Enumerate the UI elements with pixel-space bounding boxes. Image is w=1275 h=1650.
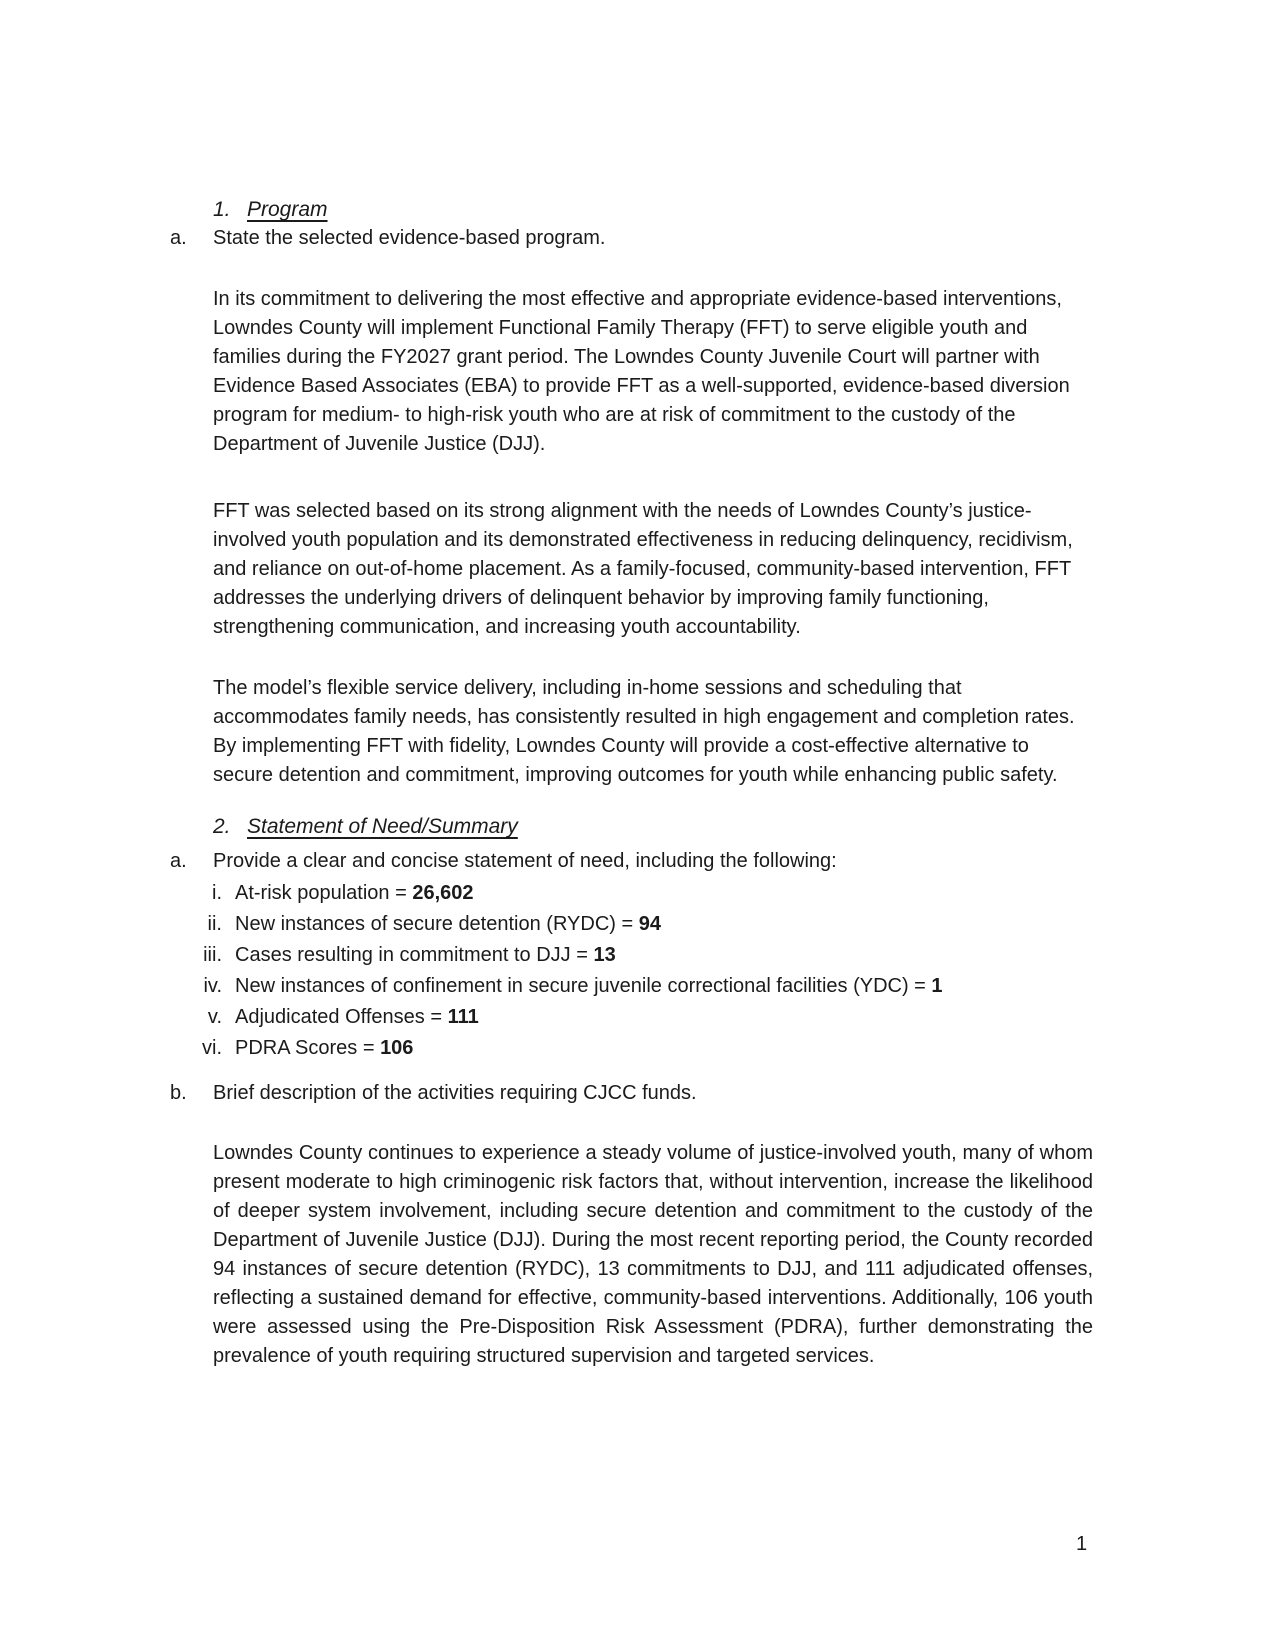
stat-adjudicated-offenses bbox=[170, 1002, 1105, 1033]
stat-label-text: New instances of confinement in secure juvenile correctional facilities (YDC) = bbox=[235, 975, 932, 997]
stat-numeral: i. bbox=[212, 882, 222, 904]
stat-secure-detention bbox=[170, 909, 1105, 940]
stat-commitment-djj bbox=[170, 940, 1105, 971]
stat-label-text: At-risk population = bbox=[235, 882, 413, 904]
section-2-item-b bbox=[170, 1079, 1105, 1108]
page-number: 1 bbox=[1076, 1533, 1088, 1555]
stat-numeral: iii. bbox=[203, 944, 222, 966]
section-2-title: Statement of Need/Summary bbox=[247, 815, 518, 838]
stat-numeral: vi. bbox=[202, 1037, 222, 1059]
stat-confinement-ydc bbox=[170, 971, 1105, 1002]
stat-value: 1 bbox=[931, 975, 943, 997]
section-2-item-a-label: a. bbox=[170, 850, 187, 872]
section-2-item-a-text: Provide a clear and concise statement of need, including the following: bbox=[213, 850, 837, 872]
stat-value: 94 bbox=[638, 913, 661, 935]
stat-label-text: PDRA Scores = bbox=[235, 1037, 381, 1059]
stat-at-risk-population bbox=[170, 878, 1105, 909]
stat-value: 106 bbox=[380, 1037, 414, 1059]
section-2-item-b-label: b. bbox=[170, 1082, 187, 1104]
stat-numeral: ii. bbox=[207, 913, 222, 935]
section-1-item-a-label: a. bbox=[170, 227, 187, 249]
section-1-paragraph-1: In its commitment to delivering the most effective and appropriate evidence-based interventions, Lowndes County will implement Functional Family Therapy (FFT) to serve eligible youth and families during the FY2027 grant period. The Lowndes County Juvenile Court will partner with Evidence Based Associates (EBA) to provide FFT as a well-supported, evidence-based diversion program for medium- to high-risk youth who are at risk of commitment to the custody of the Department of Juvenile Justice (DJJ). bbox=[213, 288, 1070, 455]
stat-numeral: iv. bbox=[203, 975, 222, 997]
section-1-item-a-text: State the selected evidence-based program. bbox=[213, 227, 606, 249]
stat-label-text: Adjudicated Offenses = bbox=[235, 1006, 448, 1028]
need-statistics-list bbox=[170, 878, 1105, 1064]
stat-label bbox=[235, 1033, 413, 1064]
stat-value: 111 bbox=[447, 1006, 479, 1028]
document-content bbox=[170, 195, 1105, 1371]
section-1-paragraph-2: FFT was selected based on its strong alignment with the needs of Lowndes County’s justice-involved youth population and its demonstrated effectiveness in reducing delinquency, recidivism, and reliance on out-of-home placement. As a family-focused, community-based intervention, FFT addresses the underlying drivers of delinquent behavior by improving family functioning, strengthening communication, and increasing youth accountability. bbox=[213, 500, 1073, 638]
stat-label-text: New instances of secure detention (RYDC) = bbox=[235, 913, 639, 935]
section-2-paragraph-1: Lowndes County continues to experience a steady volume of justice-involved youth, many of whom present moderate to high criminogenic risk factors that, without intervention, increase the likelihood of deeper system involvement, including secure detention and commitment to the custody of the Department of Juvenile Justice (DJJ). During the most recent reporting period, the County recorded 94 instances of secure detention (RYDC), 13 commitments to DJJ, and 111 adjudicated offenses, reflecting a sustained demand for effective, community-based interventions. Additionally, 106 youth were assessed using the Pre-Disposition Risk Assessment (PDRA), further demonstrating the prevalence of youth requiring structured supervision and targeted services. bbox=[213, 1142, 1093, 1367]
stat-label bbox=[235, 971, 943, 1002]
stat-label bbox=[235, 1002, 479, 1033]
section-2-number: 2. bbox=[213, 815, 231, 838]
section-2-heading bbox=[213, 812, 1105, 841]
stat-label-text: Cases resulting in commitment to DJJ = bbox=[235, 944, 594, 966]
section-1-paragraph-3: The model’s flexible service delivery, including in-home sessions and scheduling that accommodates family needs, has consistently resulted in high engagement and completion rates. By implementing FFT with fidelity, Lowndes County will provide a cost-effective alternative to secure detention and commitment, improving outcomes for youth while enhancing public safety. bbox=[213, 677, 1075, 786]
section-1-title: Program bbox=[247, 198, 328, 221]
section-1-number: 1. bbox=[213, 198, 231, 221]
stat-label bbox=[235, 878, 474, 909]
stat-value: 26,602 bbox=[412, 882, 474, 904]
stat-pdra-scores bbox=[170, 1033, 1105, 1064]
section-2-item-b-text: Brief description of the activities requiring CJCC funds. bbox=[213, 1082, 697, 1104]
section-2-item-a bbox=[170, 847, 1105, 876]
section-1-item-a bbox=[170, 224, 1105, 253]
stat-label bbox=[235, 940, 616, 971]
section-1-heading bbox=[213, 195, 1105, 224]
stat-value: 13 bbox=[593, 944, 616, 966]
stat-label bbox=[235, 909, 661, 940]
stat-numeral: v. bbox=[207, 1006, 222, 1028]
